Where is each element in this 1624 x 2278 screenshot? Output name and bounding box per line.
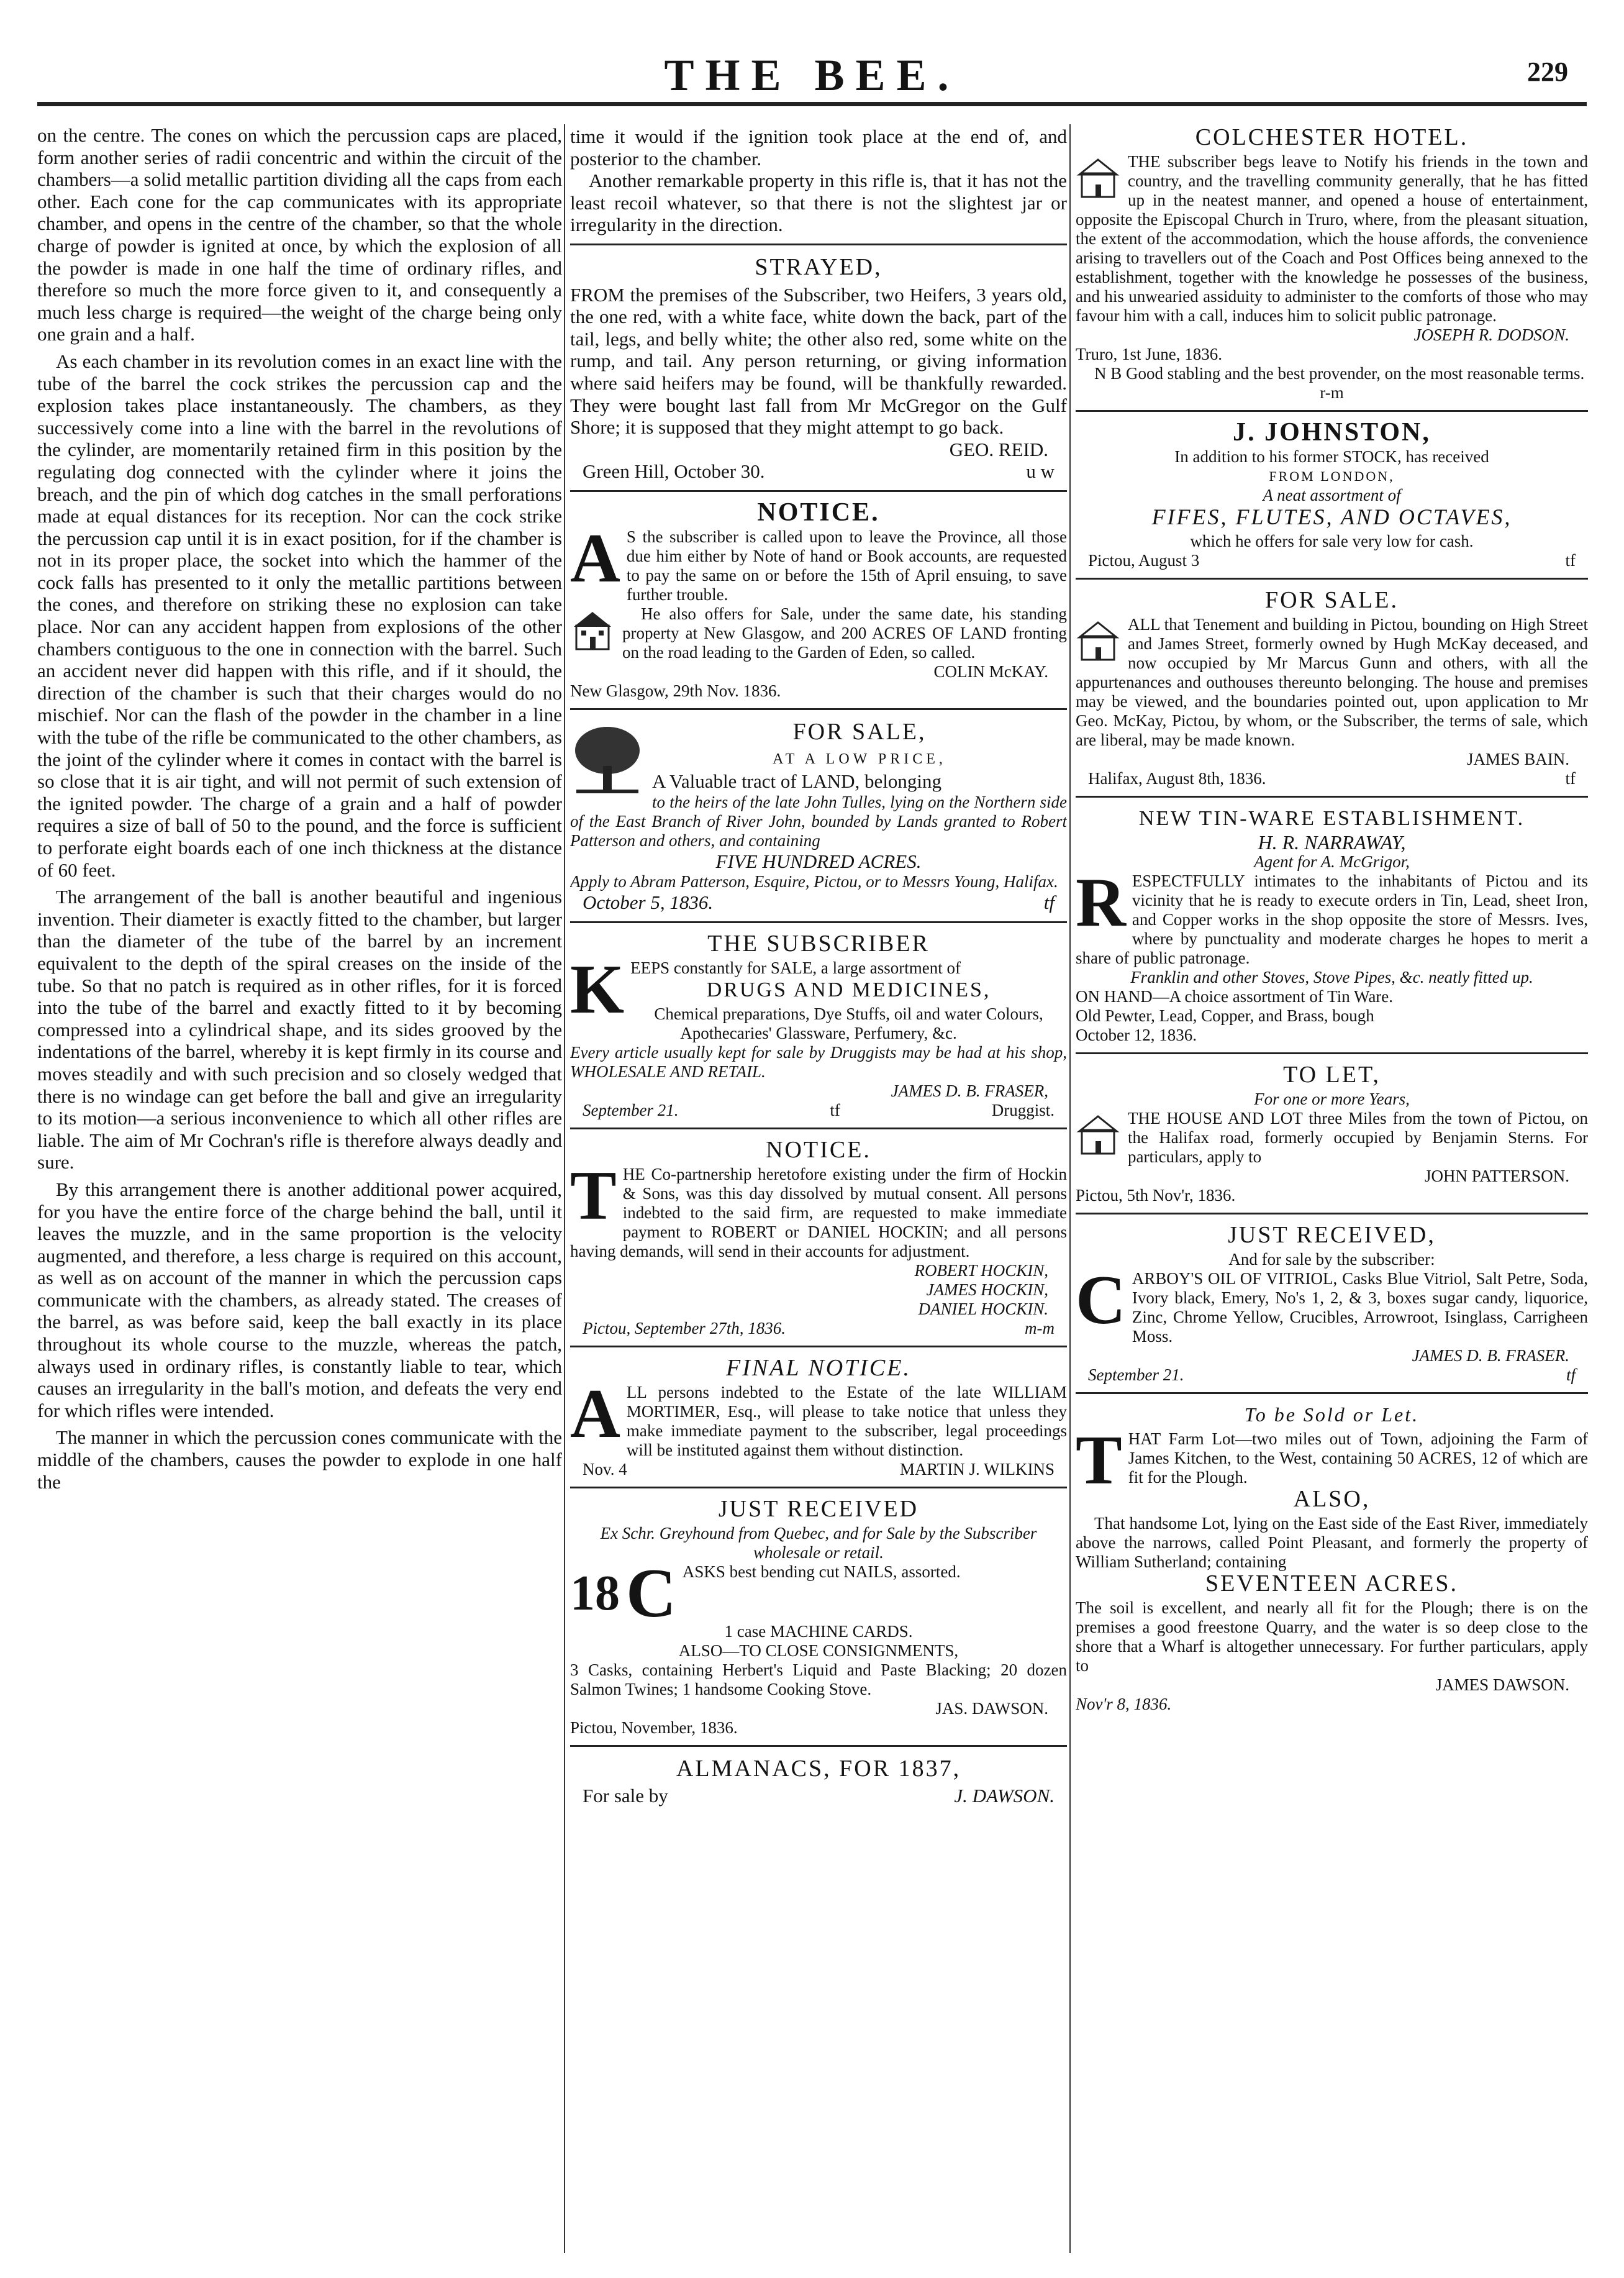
ad-heading: FIFES, FLUTES, AND OCTAVES, xyxy=(1151,504,1512,529)
ad-stoves: Franklin and other Stoves, Stove Pipes, &c. neatly fitted up. xyxy=(1130,968,1533,986)
ad-subtitle: And for sale by the subscriber: xyxy=(1228,1250,1435,1269)
ad-signer: JAMES BAIN. xyxy=(1466,750,1569,768)
ad-heading: DRUGS AND MEDICINES, xyxy=(706,978,991,1001)
ad-body: The soil is excellent, and nearly all fit for the Plough; there is on the premises a good freestone Quarry, and the water is so deep close to the shore that a Wharf is altogether unnecessary. For further particulars, apply to xyxy=(1076,1598,1588,1675)
ad-note: Every article usually kept for sale by Druggists may be had at his shop, WHOLESALE AND RETAIL. xyxy=(570,1042,1067,1081)
drop-cap-letter: A xyxy=(570,1375,620,1452)
ad-johnston xyxy=(1076,410,1588,578)
ad-subtitle: Ex Schr. Greyhound from Quebec, and for Sale by the Subscriber wholesale or retail. xyxy=(600,1523,1037,1562)
ad-name: H. R. NARRAWAY, xyxy=(1258,831,1406,854)
page-number: 229 xyxy=(1527,57,1568,87)
article-paragraph: By this arrangement there is another additional power acquired, for you have the entire force of the charge behind the ball, until it leaves the muzzle, and in the same proportion is the velocity augmented, and therefore, a less charge is required on this account, as well as on account of the manner in which the percussion caps communicate with the chambers, as already stated. The creases of the barrel, as was before said, keep the ball exactly in its place throughout its whole course to the muzzle, whereas the patch, always used in ordinary rifles, is constantly liable to tear, which causes an irregularity in the ball's motion, and defeats the very end for which rifles were intended. xyxy=(37,1178,562,1421)
ad-mark: r-m xyxy=(1320,383,1344,402)
ad-signer: JOHN PATTERSON. xyxy=(1424,1167,1569,1185)
ad-footer xyxy=(570,460,1067,483)
ad-signer: GEO. REID. xyxy=(949,438,1048,460)
ad-mark: tf xyxy=(1043,891,1055,914)
ad-date: Pictou, November, 1836. xyxy=(570,1718,738,1737)
article-paragraph: The arrangement of the ball is another beautiful and ingenious invention. Their diameter is exactly fitted to the chamber, but larger than the diameter of the tube of the barrel by an increment equivalent to the depth of the spiral creases on the inside of the tube. So that no patch is required as in other rifles, for it is forced into the tube of the barrel and exactly fitted to it by becoming compressed into a cylindrical shape, and its sides grooved by the indentations of the barrel, whereby it is kept firmly in its course and moves steadily and with such precision and so closely wedged that there is no windage can get before the ball and give an irregularity to its motion—a serious inconvenience to which all other rifles are liable. The aim of Mr Cochran's rifle is therefore always deadly and sure. xyxy=(37,886,562,1173)
ad-subtitle: AT A LOW PRICE, xyxy=(773,750,946,767)
ad-mark: tf xyxy=(1565,769,1576,788)
ad-body: HE Co-partnership heretofore existing under the firm of Hockin & Sons, was this day dissolved by mutual consent. All persons indebted to the said firm, are requested to make immediate payment to ROBERT or DANIEL HOCKIN; and all persons having demands, will send in their accounts for adjustment. xyxy=(570,1164,1067,1260)
ad-date: Pictou, September 27th, 1836. xyxy=(583,1318,786,1337)
ad-quantity: 18 xyxy=(570,1565,620,1621)
ad-drugs xyxy=(570,921,1067,1128)
ad-notice-mckay xyxy=(570,490,1067,708)
ad-onhand: ON HAND—A choice assortment of Tin Ware. xyxy=(1076,987,1394,1006)
ad-body: LL persons indebted to the Estate of the late WILLIAM MORTIMER, Esq., will please to take notice that unless they make immediate payment to the subscriber, legal proceedings will be instituted against them without distinction. xyxy=(626,1382,1067,1459)
article-paragraph: time it would if the ignition took place at the end of, and posterior to the chamber. xyxy=(570,125,1067,170)
ad-body: ASKS best bending cut NAILS, assorted. xyxy=(682,1562,961,1581)
ad-tinware xyxy=(1076,796,1588,1052)
ad-title: To be Sold or Let. xyxy=(1244,1403,1420,1426)
ad-title: NEW TIN-WARE ESTABLISHMENT. xyxy=(1138,807,1525,830)
ad-title: TO LET, xyxy=(1283,1062,1381,1088)
ad-forsale-house xyxy=(1076,578,1588,796)
drop-cap-letter: C xyxy=(1076,1262,1126,1339)
ad-body: ARBOY'S OIL OF VITRIOL, Casks Blue Vitriol, Salt Petre, Soda, Ivory black, Emery, No's 1, 2, & 3, boxes sugar candy, liquorice, Zinc, Chrome Yellow, Crucibles, Arrowroot, Isinglass, Carrigheen Moss. xyxy=(1132,1269,1588,1346)
ad-date: Nov'r 8, 1836. xyxy=(1076,1695,1172,1713)
ad-mark: u w xyxy=(1026,460,1055,483)
ad-signer: J. DAWSON. xyxy=(954,1785,1055,1807)
ad-mark: m-m xyxy=(1025,1318,1055,1337)
drop-cap-letter: A xyxy=(570,519,620,597)
column-rifle-article xyxy=(37,124,562,2253)
ad-date: September 21. xyxy=(583,1100,679,1119)
ad-title: THE SUBSCRIBER xyxy=(707,930,930,957)
masthead-rule xyxy=(37,102,1587,106)
ad-notice-hockin xyxy=(570,1128,1067,1346)
ad-title: FOR SALE. xyxy=(1265,587,1399,613)
ad-colchester-hotel xyxy=(1076,124,1588,410)
ad-body: HAT Farm Lot—two miles out of Town, adjoining the Farm of James Kitchen, to the West, containing 50 ACRES, 12 of which are fit for the Plough. xyxy=(1128,1429,1588,1487)
ad-signer: JAMES D. B. FRASER. xyxy=(1412,1346,1569,1365)
ad-body: EEPS constantly for SALE, a large assortment of xyxy=(630,958,961,977)
drop-cap-letter: T xyxy=(570,1157,617,1234)
ad-date: October 5, 1836. xyxy=(583,891,714,914)
ad-title: JUST RECEIVED xyxy=(718,1495,919,1522)
ad-title: ALMANACS, FOR 1837, xyxy=(676,1755,961,1782)
ad-date: Pictou, 5th Nov'r, 1836. xyxy=(1076,1186,1236,1205)
ad-date: October 12, 1836. xyxy=(1076,1026,1197,1044)
ad-final-notice xyxy=(570,1346,1067,1487)
ad-title: COLCHESTER HOTEL. xyxy=(1195,124,1469,150)
ad-line: which he offers for sale very low for cash. xyxy=(1190,532,1474,550)
ad-date: Halifax, August 8th, 1836. xyxy=(1088,769,1266,788)
ad-almanacs xyxy=(570,1745,1067,1815)
ad-signer: JAS. DAWSON. xyxy=(935,1698,1048,1718)
ad-title: STRAYED, xyxy=(755,253,882,280)
ad-signer: JAMES HOCKIN, xyxy=(926,1280,1048,1299)
house-icon xyxy=(1076,1113,1120,1157)
ad-title: FOR SALE, xyxy=(792,718,927,745)
drop-cap-letter: T xyxy=(1076,1422,1122,1499)
ad-footer xyxy=(570,1460,1067,1479)
ad-mark: tf xyxy=(830,1100,840,1119)
ad-body: to the heirs of the late John Tulles, lying on the Northern side of the East Branch of River John, bounded by Lands granted to Robert Patterson and others, and containing xyxy=(570,792,1067,850)
article-continuation xyxy=(570,124,1067,244)
column-divider xyxy=(564,124,565,2253)
ad-date: Truro, 1st June, 1836. xyxy=(1076,345,1223,363)
ad-footer xyxy=(1076,769,1588,788)
house-icon xyxy=(1076,156,1120,201)
ad-place: Green Hill, October 30. xyxy=(583,460,765,483)
ad-footer xyxy=(570,891,1067,914)
ad-body: S the subscriber is called upon to leave the Province, all those due him either by Note of hand or Book accounts, are requested to pay the same on or before the 15th of April ensuing, to save further trouble. xyxy=(626,527,1067,604)
ad-line: 1 case MACHINE CARDS. xyxy=(724,1621,913,1641)
ad-line: In addition to his former STOCK, has received xyxy=(1174,447,1489,466)
newspaper-title: THE BEE. xyxy=(664,50,960,100)
ad-date: Nov. 4 xyxy=(583,1459,627,1478)
ad-just-received-fraser xyxy=(1076,1213,1588,1392)
ad-acres: FIVE HUNDRED ACRES. xyxy=(715,850,922,872)
ad-mark: tf xyxy=(1565,551,1576,570)
ad-agent: Agent for A. McGrigor, xyxy=(1254,852,1410,871)
ad-body: That handsome Lot, lying on the East side of the East River, immediately above the narrows, called Point Pleasant, and formerly the property of William Sutherland; containing xyxy=(1076,1514,1588,1571)
ad-line: 3 Casks, containing Herbert's Liquid and Paste Blacking; 20 dozen Salmon Twines; 1 handsome Cooking Stove. xyxy=(570,1660,1067,1698)
drop-cap-letter: K xyxy=(570,950,625,1028)
ad-body: He also offers for Sale, under the same date, his standing property at New Glasgow, and 200 ACRES OF LAND fronting on the road leading to the Garden of Eden, so called. xyxy=(622,604,1067,662)
ad-footer xyxy=(570,1101,1067,1120)
ad-title: JUST RECEIVED, xyxy=(1228,1222,1436,1248)
ad-signer: DANIEL HOCKIN. xyxy=(918,1299,1048,1318)
ad-line: FROM LONDON, xyxy=(1269,468,1395,484)
masthead xyxy=(37,50,1587,106)
ad-strayed xyxy=(570,244,1067,490)
ad-mark: tf xyxy=(1566,1365,1576,1384)
ad-footer xyxy=(570,1319,1067,1338)
ad-place: New Glasgow, 29th Nov. 1836. xyxy=(570,681,781,700)
ad-line: For sale by xyxy=(583,1785,668,1807)
drop-cap-letter: C xyxy=(626,1554,676,1632)
ad-list: Chemical preparations, Dye Stuffs, oil and water Colours, Apothecaries' Glassware, Perfumery, &c. xyxy=(654,1004,1043,1042)
drop-cap-letter: R xyxy=(1076,864,1126,941)
column-right xyxy=(1076,124,1588,2253)
ad-lead: A Valuable tract of LAND, belonging xyxy=(652,770,942,793)
ad-old-metal: Old Pewter, Lead, Copper, and Brass, bough xyxy=(1076,1006,1374,1025)
article-paragraph: As each chamber in its revolution comes in an exact line with the tube of the barrel the cock strikes the percussion cap and the explosion takes place instantaneously. The chambers, as they successively come into a line with the barrel in the revolutions of the cylinder, are momentarily retained firm in this position by the regulating dog connected with the cylinder where it joins the breach, and the pin of which dog catches in the small perforations made at equal distances for its reception. Nor can the cock strike the percussion cap until it is in exact position, for if the chamber is not in its proper place, the socket into which the hammer of the cock falls has presented to it only the metallic partitions between the cones, and therefore on striking these no explosion can take place. Nor can any accident happen from explosions of the other chambers contiguous to the one in connection with the barrel. Such an accident never did happen with this rifle, and if it should, the direction of the chamber is such that their charges would do no mischief. Nor can the flash of the powder in the chamber in a line with the tube of the rifle be communicated to the other chambers, as the joint of the cylinder where it comes in contact with the barrel is so close that it is air tight, and will not permit of such extension of the ignited powder. The charge of a grain and a half of powder requires a size of ball of 50 to the pound, and the force is sufficient to perforate eight boards each of one inch thickness at the distance of 60 feet. xyxy=(37,350,562,881)
ad-title: J. JOHNSTON, xyxy=(1233,418,1431,447)
ad-footer xyxy=(1076,1365,1588,1385)
ad-body: THE HOUSE AND LOT three Miles from the town of Pictou, on the Halifax road, formerly occupied by Benjamin Sterns. For particulars, apply to xyxy=(1128,1109,1588,1166)
ad-footer xyxy=(1076,551,1588,570)
ad-title: NOTICE. xyxy=(757,498,880,527)
ad-body: THE subscriber begs leave to Notify his friends in the town and country, and the travelling community generally, that he has fitted up in the neatest manner, and opened a house of entertainment, opposite the Episcopal Church in Truro, where, from the pleasant situation, the extent of the accommodation, which the house affords, the convenience arising to travellers out of the Coach and Post Offices being annexed to the establishment, together with the knowledge he possesses of the business, and his unwearied assiduity to administer to the comforts of those who may favour him with a call, induces him to solicit public patronage. xyxy=(1076,152,1588,325)
ad-acres: SEVENTEEN ACRES. xyxy=(1205,1570,1458,1597)
ad-date: September 21. xyxy=(1088,1365,1184,1384)
ad-just-received-dawson xyxy=(570,1487,1067,1745)
ad-title: NOTICE. xyxy=(766,1136,871,1163)
ad-signer: ROBERT HOCKIN, xyxy=(914,1260,1048,1280)
ad-signer: COLIN McKAY. xyxy=(933,662,1048,681)
column-middle xyxy=(570,124,1067,2253)
ad-farm xyxy=(1076,1392,1588,1721)
ad-line: ALSO—TO CLOSE CONSIGNMENTS, xyxy=(678,1641,959,1660)
tree-icon xyxy=(570,722,645,797)
ad-line: A neat assortment of xyxy=(1263,486,1401,504)
house-icon xyxy=(570,608,615,653)
ad-body: ALL that Tenement and building in Pictou, bounding on High Street and James Street, formerly owned by Hugh McKay deceased, and now occupied by Mr Marcus Gunn and others, with all the appurtenances and outhouses thereunto belonging. The house and premises may be viewed, and the boundaries pointed out, upon application to Mr Geo. McKay, Pictou, by whom, or the Subscriber, the terms of sale, which are liberal, may be made known. xyxy=(1076,615,1588,749)
ad-also: ALSO, xyxy=(1293,1486,1371,1512)
ad-note: N B Good stabling and the best provender, on the most reasonable terms. xyxy=(1094,364,1585,383)
ad-apply: Apply to Abram Patterson, Esquire, Pictou, or to Messrs Young, Halifax. xyxy=(570,872,1058,891)
ad-signer: JOSEPH R. DODSON. xyxy=(1413,326,1569,344)
ad-body: ESPECTFULLY intimates to the inhabitants of Pictou and its vicinity that he is ready to execute orders in Tin, Lead, sheet Iron, and Copper works in the shop opposite the store of Messrs. Ives, where by punctuality and moderate charges he hopes to merit a share of public patronage. xyxy=(1076,872,1588,967)
article-paragraph: on the centre. The cones on which the percussion caps are placed, form another series of radii concentric and within the circuit of the chambers—a solid metallic partition dividing all the caps from each other. Each cone for the cap communicates with its appropriate chamber, and opens in the centre of the chamber, so that the whole charge of powder is ignited at once, by which the explosion of all the powder is made in one half the time of ordinary rifles, and therefore so much the more force given to it, and consequently a much less charge is required—the weight of the charge being only one grain and a half. xyxy=(37,124,562,345)
ad-body: FROM the premises of the Subscriber, two Heifers, 3 years old, the one red, with a white face, white down the back, part of the tail, legs, and belly white; the other also red, some white on the rump, and tail. Any person returning, or giving information where said heifers may be found, will be thankfully rewarded. They were bought last fall from Mr McGregor on the Gulf Shore; it is supposed that they might attempt to go back. xyxy=(570,283,1067,439)
ad-role: Druggist. xyxy=(991,1100,1055,1119)
house-icon xyxy=(1076,619,1120,663)
ad-footer xyxy=(570,1785,1067,1807)
ad-forsale-land xyxy=(570,708,1067,921)
ad-signer: MARTIN J. WILKINS xyxy=(899,1459,1055,1478)
article-paragraph: The manner in which the percussion cones communicate with the middle of the chambers, causes the powder to explode in one half the xyxy=(37,1426,562,1493)
ad-to-let xyxy=(1076,1052,1588,1213)
ad-signer: JAMES D. B. FRASER, xyxy=(891,1081,1048,1100)
column-divider xyxy=(1069,124,1071,2253)
ad-title: FINAL NOTICE. xyxy=(725,1354,911,1381)
ad-signer: JAMES DAWSON. xyxy=(1435,1675,1569,1694)
ad-date: Pictou, August 3 xyxy=(1088,551,1200,570)
ad-subtitle: For one or more Years, xyxy=(1254,1090,1410,1108)
article-paragraph: Another remarkable property in this rifle is, that it has not the least recoil whatever, so that there is not the slightest jar or irregularity in the direction. xyxy=(570,170,1067,236)
